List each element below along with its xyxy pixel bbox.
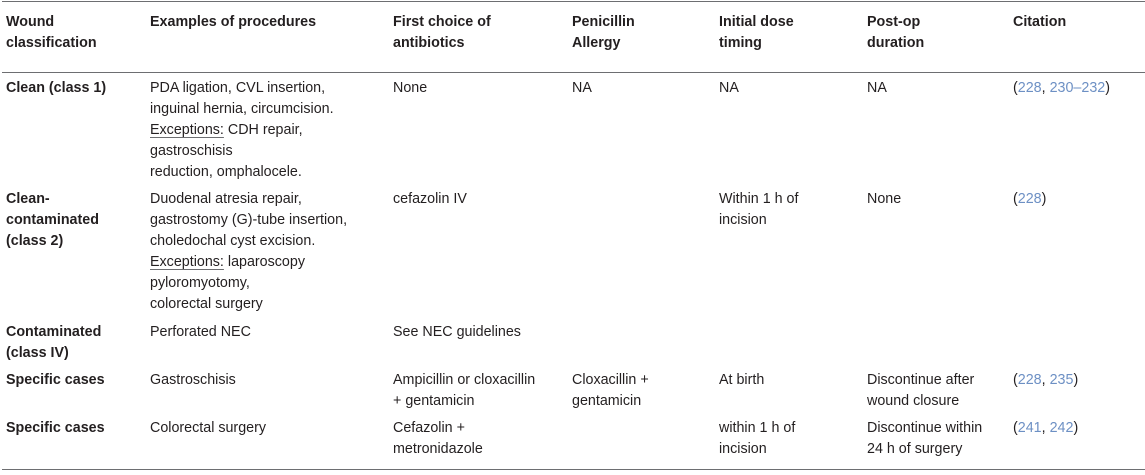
- row-classification: Clean- contaminated (class 2): [6, 191, 99, 249]
- header-examples-of-procedures: Examples of procedures: [150, 14, 317, 30]
- row-allergy: NA: [572, 80, 592, 96]
- citation-link[interactable]: 230–232: [1049, 80, 1106, 96]
- row-procedures: PDA ligation, CVL insertion, inguinal hernia, circumcision. Exceptions: CDH repair, gastroschisis reduction, omphalocele.: [150, 80, 334, 180]
- row-procedures: Perforated NEC: [150, 324, 251, 340]
- row-antibiotic: None: [393, 80, 428, 96]
- row-antibiotic: Ampicillin or cloxacillin + gentamicin: [393, 372, 536, 409]
- header-wound-classification: Wound classification: [6, 14, 97, 51]
- row-timing: At birth: [719, 372, 765, 388]
- row-classification: Contaminated (class IV): [6, 324, 102, 361]
- row-antibiotic: Cefazolin + metronidazole: [393, 420, 483, 457]
- citation-link[interactable]: 228: [1017, 191, 1042, 207]
- row-timing: NA: [719, 80, 739, 96]
- header-penicillin-allergy: Penicillin Allergy: [572, 14, 635, 51]
- header-first-choice-antibiotics: First choice of antibiotics: [393, 14, 491, 51]
- row-duration: Discontinue after wound closure: [867, 372, 975, 409]
- row-citation: (241, 242): [1013, 420, 1079, 436]
- row-antibiotic: See NEC guidelines: [393, 324, 521, 340]
- row-citation: (228): [1013, 191, 1047, 207]
- header-citation: Citation: [1013, 14, 1067, 30]
- header-post-op-duration: Post-op duration: [867, 14, 925, 51]
- row-procedures: Colorectal surgery: [150, 420, 267, 436]
- row-procedures: Gastroschisis: [150, 372, 236, 388]
- row-citation: (228, 230–232): [1013, 80, 1111, 96]
- citation-link[interactable]: 242: [1049, 420, 1074, 436]
- row-classification: Clean (class 1): [6, 80, 107, 96]
- row-timing: within 1 h of incision: [719, 420, 796, 457]
- row-duration: Discontinue within 24 h of surgery: [867, 420, 983, 457]
- table-top-rule: [2, 1, 1145, 2]
- row-procedures: Duodenal atresia repair, gastrostomy (G)-tube insertion, choledochal cyst excision. Exceptions: laparoscopy pyloromyotomy, colorectal surgery: [150, 191, 348, 312]
- citation-link[interactable]: 235: [1049, 372, 1074, 388]
- row-allergy: Cloxacillin + gentamicin: [572, 372, 649, 409]
- exceptions-label: Exceptions:: [150, 122, 224, 138]
- row-duration: NA: [867, 80, 887, 96]
- exceptions-label: Exceptions:: [150, 254, 224, 270]
- citation-link[interactable]: 228: [1017, 80, 1042, 96]
- header-rule: [2, 72, 1145, 73]
- row-classification: Specific cases: [6, 372, 105, 388]
- row-antibiotic: cefazolin IV: [393, 191, 467, 207]
- row-citation: (228, 235): [1013, 372, 1079, 388]
- row-classification: Specific cases: [6, 420, 105, 436]
- header-initial-dose-timing: Initial dose timing: [719, 14, 794, 51]
- table-bottom-rule: [2, 469, 1145, 470]
- row-duration: None: [867, 191, 902, 207]
- citation-link[interactable]: 241: [1017, 420, 1042, 436]
- row-timing: Within 1 h of incision: [719, 191, 799, 228]
- citation-link[interactable]: 228: [1017, 372, 1042, 388]
